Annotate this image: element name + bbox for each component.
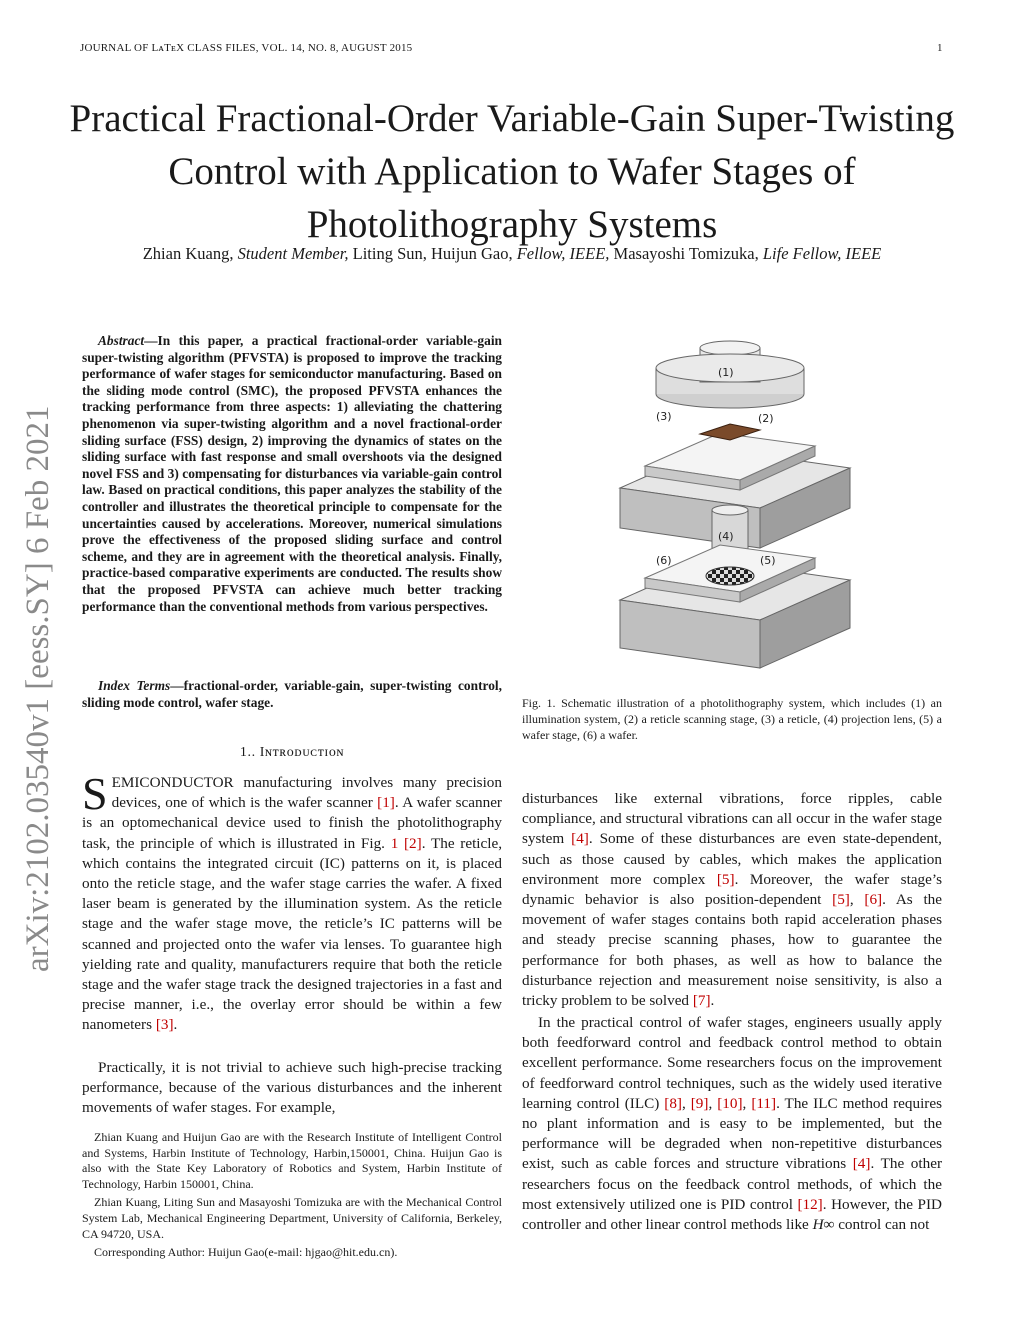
citation-link[interactable]: [5]: [832, 891, 850, 909]
figure-label-6: (6): [656, 554, 672, 567]
figure-label-5: (5): [760, 554, 776, 567]
intro-text: . The reticle, which contains the integrated circuit (IC) patterns on it, is placed onto the reticle stage, and the wafer stage carries the wafer. A fixed laser beam is generated by the illumination system. As the reticle stage and the wafer stage move, the reticle’s IC patterns will be scanned and projected onto the wafer via lenses. To guarantee high yielding rate and quality, manufacturers require that both the reticle stage and the wafer stage track the designed trajectories in a fast and precise manner, i.e., the overlay error should be within a few nanometers: [82, 834, 503, 1034]
right-text: .: [710, 992, 715, 1010]
right-text: ,: [681, 1094, 691, 1112]
page-number: 1: [937, 42, 943, 54]
figure-caption: Fig. 1. Schematic illustration of a photolithography system, which includes (1) an illumination system, (2) a reticle scanning stage, (3) a reticle, (4) projection lens, (5) a wafer stage, (6) a wafer.: [522, 696, 942, 742]
right-paragraph-1: [522, 789, 942, 1011]
citation-link[interactable]: [5]: [716, 870, 735, 888]
figure-label-2: (2): [758, 412, 774, 425]
citation-link[interactable]: [7]: [692, 992, 711, 1010]
drop-cap: S: [82, 768, 108, 819]
footnote-affiliation-2: Zhian Kuang, Liting Sun and Masayoshi Tomizuka are with the Mechanical Control System Lab, Mechanical Engineering Department, University of California, Berkeley, CA 94720, USA.: [82, 1195, 502, 1241]
right-text: ,: [742, 1094, 752, 1112]
footnotes: [82, 1130, 502, 1264]
citation-link[interactable]: [3]: [155, 1016, 174, 1034]
author-2-3: Liting Sun, Huijun Gao,: [352, 244, 513, 263]
intro-paragraph-2: Practically, it is not trivial to achieve such high-precise tracking performance, because of the various disturbances and the inherent movements of wafer stages. For example,: [82, 1059, 502, 1117]
right-text: . Moreover, the wafer stage’s dynamic behavior is also position-dependent: [522, 870, 942, 909]
arxiv-watermark: [8, 352, 64, 972]
arxiv-identifier: arXiv:2102.03540v1 [eess.SY] 6 Feb 2021: [20, 405, 56, 972]
citation-link[interactable]: [6]: [864, 891, 883, 909]
citation-link[interactable]: [9]: [690, 1094, 709, 1112]
citation-link[interactable]: [11]: [751, 1094, 777, 1112]
intro-text: EMICONDUCTOR manufacturing involves many precision devices, one of which is the wafer scanner: [111, 774, 502, 812]
right-text: . The other researchers focus on the feedback control methods, of which the most extensively utilized one is PID control: [522, 1155, 942, 1213]
index-terms-text: —fractional-order, variable-gain, super-twisting control, sliding mode control, wafer stage.: [82, 678, 502, 710]
intro-text: .: [173, 1016, 178, 1034]
index-terms-label: Index Terms: [98, 678, 171, 693]
abstract-label: Abstract: [98, 333, 145, 348]
author-1: Zhian Kuang,: [142, 244, 234, 263]
right-text: control can not: [834, 1216, 930, 1234]
citation-link[interactable]: [12]: [797, 1195, 823, 1213]
right-text: disturbances like external vibrations, force ripples, cable compliance, and structural vibrations can all occur in the wafer stage system: [522, 790, 942, 848]
index-terms: [82, 678, 502, 711]
intro-text: . A wafer scanner is an optomechanical device used to finish the photolithography task, the principle of which is illustrated in Fig.: [82, 794, 502, 852]
figure-label-1: (1): [718, 366, 734, 379]
figure-label-3: (3): [656, 410, 672, 423]
right-text: . Some of these disturbances are even state-dependent, such as those caused by cables, which makes the application environment more complex: [522, 830, 942, 888]
figure-link[interactable]: 1: [390, 834, 399, 852]
author-2-3-role: Fellow, IEEE,: [516, 244, 610, 263]
citation-link[interactable]: [4]: [571, 830, 589, 848]
citation-link[interactable]: [1]: [377, 794, 395, 812]
footnote-affiliation-1: Zhian Kuang and Huijun Gao are with the Research Institute of Intelligent Control and Systems, Harbin Institute of Technology, Harbin,150001, China. Huijun Gao is also with the State Key Laboratory of Robotics and System, Harbin Institute of Technology, Harbin 150001, China.: [82, 1130, 502, 1191]
citation-link[interactable]: [10]: [717, 1094, 743, 1112]
figure-photolithography-schematic: [600, 338, 860, 680]
h-infinity-symbol: H∞: [812, 1216, 835, 1234]
right-text: . However, the PID controller and other linear control methods like: [522, 1195, 942, 1234]
wafer-stage-illustration: [620, 545, 850, 668]
author-line: [60, 244, 964, 264]
author-4-role: Life Fellow, IEEE: [762, 244, 882, 263]
right-text: ,: [849, 891, 865, 909]
figure-label-4: (4): [718, 530, 734, 543]
citation-link[interactable]: [8]: [664, 1094, 682, 1112]
intro-paragraph-1: [82, 768, 503, 1036]
right-text: . The ILC method requires no plant information and is easy to be implemented, but the performance will be degraded when non-repetitive disturbances exist, such as cable forces and structure vibrations: [522, 1094, 942, 1173]
right-paragraph-2: [522, 1013, 942, 1235]
paper-title: Practical Fractional-Order Variable-Gain Super-Twisting Control with Application to Wafer Stages of Photolithography Systems: [69, 97, 955, 246]
abstract: [82, 333, 502, 615]
right-text: . As the movement of wafer stages contains both rapid acceleration phases and steady precise scanning phases, how to guarantee the performance for both phases, as well as how to balance the disturbance rejection and measurement noise sensitivity, is also a tricky problem to be solved: [522, 891, 942, 1010]
right-text: In the practical control of wafer stages, engineers usually apply both feedforward control and feedback control method to obtain excellent performance. Some researchers focus on the improvement of feedforward control techniques, such as the widely used iterative learning control (ILC): [522, 1014, 942, 1112]
citation-link[interactable]: [2]: [404, 834, 422, 852]
author-4: Masayoshi Tomizuka,: [613, 244, 759, 263]
citation-link[interactable]: [4]: [852, 1155, 871, 1173]
author-1-role: Student Member,: [237, 244, 349, 263]
running-header: JOURNAL OF LᴀTᴇX CLASS FILES, VOL. 14, NO. 8, AUGUST 2015: [80, 42, 413, 54]
section-heading-introduction: 1.. Iɴᴛʀᴏᴅᴜᴄᴛɪᴏɴ: [239, 745, 345, 760]
footnote-corresponding: Corresponding Author: Huijun Gao(e-mail: hjgao@hit.edu.cn).: [94, 1245, 398, 1260]
abstract-text: —In this paper, a practical fractional-order variable-gain super-twisting algorithm (PFVSTA) is proposed to improve the tracking performance of wafer stages for semiconductor manufacturing. Based on the sliding mode control (SMC), the proposed PFVSTA enhances the tracking performance from three aspects: 1) alleviating the chattering phenomenon via super-twisting algorithm and a novel fractional-order sliding surface (FSS) design, 2) improving the dynamics of states on the sliding surface with fast response and small overshoots via the designed novel FSS and 3) compensating for disturbances via variable-gain control law. Based on practical conditions, this paper analyzes the stability of the controller and illustrates the theoretical principle to compensate for the uncertainties caused by accelerations. Moreover, numerical simulations prove the effectiveness of the proposed sliding surface and control scheme, and they are in agreement with the theoretical analysis. Finally, practice-based comparative experiments are conducted. The results show that the proposed PFVSTA can achieve much better tracking performance than the conventional methods from various perspectives.: [82, 333, 502, 614]
right-text: ,: [708, 1094, 718, 1112]
